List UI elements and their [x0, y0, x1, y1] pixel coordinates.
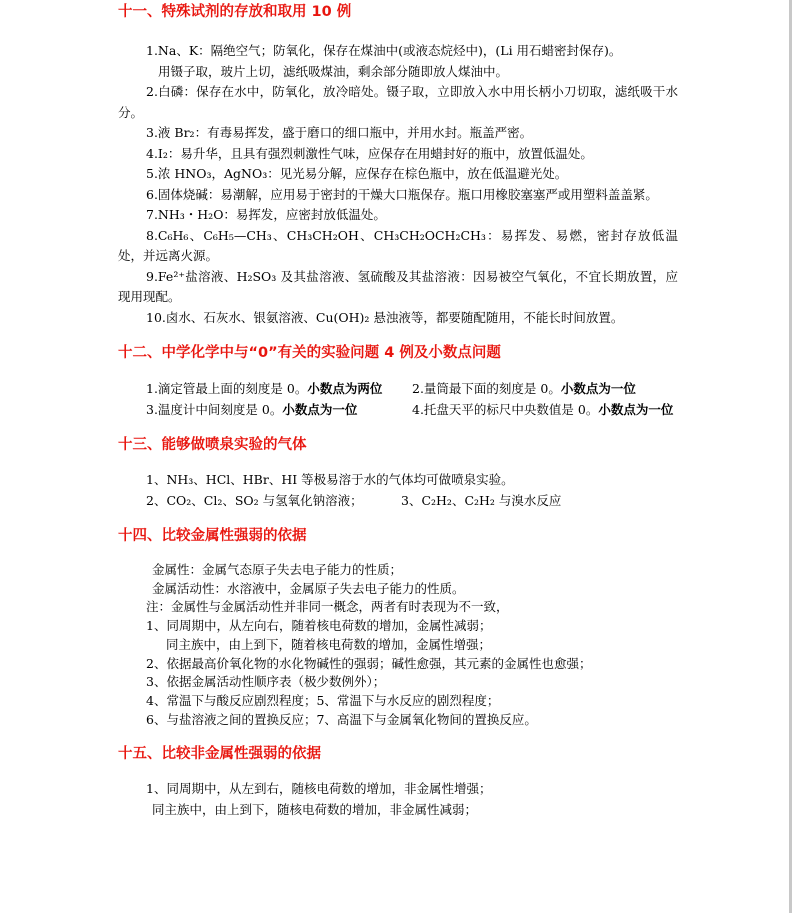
s12-item-2 — [412, 378, 678, 399]
section-13-heading: 十三、能够做喷泉实验的气体 — [118, 437, 307, 453]
s12-item-4-bold: 小数点为一位 — [598, 402, 674, 417]
s12-item-1-text: 1.滴定管最上面的刻度是 0。 — [146, 381, 308, 396]
s11-item-2: 2.白磷：保存在水中，防氧化，放冷暗处。镊子取，立即放入水中用长柄小刀切取，滤纸吸干水分。 — [118, 84, 678, 120]
section-12-heading: 十二、中学化学中与“0”有关的实验问题 4 例及小数点问题 — [118, 345, 501, 361]
s14-item-2: 金属活动性：水溶液中，金属原子失去电子能力的性质。 — [152, 580, 465, 596]
s12-item-4-text: 4.托盘天平的标尺中央数值是 0。 — [412, 402, 599, 417]
s12-item-1 — [118, 378, 412, 399]
s12-row-1 — [118, 378, 678, 399]
s11-item-7: 7.NH₃・H₂O：易挥发，应密封放低温处。 — [146, 207, 386, 222]
document-page — [118, 0, 678, 820]
s12-item-2-text: 2.量筒最下面的刻度是 0。 — [412, 381, 561, 396]
s11-item-5: 5.浓 HNO₃，AgNO₃：见光易分解，应保存在棕色瓶中，放在低温避光处。 — [146, 166, 568, 181]
s11-item-8: 8.C₆H₆、C₆H₅—CH₃、CH₃CH₂OH、CH₃CH₂OCH₂CH₃：易挥发、易燃，密封存放低温处，并远离火源。 — [118, 227, 678, 263]
s15-item-1: 1、同周期中，从左到右，随核电荷数的增加，非金属性增强； — [146, 781, 492, 797]
s13-row-2 — [118, 491, 678, 512]
s12-row-2 — [118, 399, 678, 420]
s11-item-4: 4.I₂：易升华，且具有强烈刺激性气味，应保存在用蜡封好的瓶中，放置低温处。 — [146, 145, 593, 161]
s14-item-8: 4、常温下与酸反应剧烈程度；5、常温下与水反应的剧烈程度； — [146, 692, 500, 708]
s14-item-9: 6、与盐溶液之间的置换反应；7、高温下与金属氧化物间的置换反应。 — [146, 711, 537, 727]
section-15-heading: 十五、比较非金属性强弱的依据 — [118, 746, 321, 763]
s15-item-2: 同主族中，由上到下，随核电荷数的增加，非金属性减弱； — [152, 801, 478, 817]
s11-item-1b: 用镊子取，玻片上切，滤纸吸煤油，剩余部分随即放人煤油中。 — [158, 63, 509, 79]
s12-item-2-bold: 小数点为一位 — [560, 381, 636, 396]
s14-item-5: 同主族中，由上到下，随着核电荷数的增加，金属性增强； — [166, 636, 492, 652]
s12-item-3 — [118, 399, 412, 420]
s11-item-6: 6.固体烧碱：易潮解，应用易于密封的干燥大口瓶保存。瓶口用橡胶塞塞严或用塑料盖盖紧。 — [146, 186, 658, 202]
s14-item-1: 金属性：金属气态原子失去电子能力的性质； — [152, 562, 403, 577]
s13-item-1: 1、NH₃、HCl、HBr、HI 等极易溶于水的气体均可做喷泉实验。 — [146, 472, 514, 487]
section-11-heading: 十一、特殊试剂的存放和取用 10 例 — [118, 4, 352, 20]
s11-item-10: 10.卤水、石灰水、银氨溶液、Cu(OH)₂ 悬浊液等，都要随配随用，不能长时间放置。 — [146, 309, 624, 325]
s12-item-3-text: 3.温度计中间刻度是 0。 — [146, 402, 283, 417]
s14-item-4: 1、同周期中，从左向右，随着核电荷数的增加，金属性减弱； — [146, 618, 492, 634]
s11-item-1: 1.Na、K：隔绝空气；防氧化，保存在煤油中(或液态烷烃中)，(Li 用石蜡密封保存)。 — [146, 43, 622, 58]
s14-list — [118, 561, 678, 729]
s14-item-6: 2、依据最高价氧化物的水化物碱性的强弱；碱性愈强，其元素的金属性也愈强； — [146, 655, 592, 671]
s12-item-3-bold: 小数点为一位 — [282, 402, 358, 417]
s14-item-7: 3、依据金属活动性顺序表（极少数例外）； — [146, 674, 386, 690]
s12-item-1-bold: 小数点为两位 — [307, 381, 383, 396]
s11-item-3: 3.液 Br₂：有毒易挥发，盛于磨口的细口瓶中，并用水封。瓶盖严密。 — [146, 125, 533, 140]
s13-item-3: 3、C₂H₂、C₂H₂ 与溴水反应 — [401, 492, 562, 508]
section-14-heading: 十四、比较金属性强弱的依据 — [118, 528, 307, 544]
s14-item-3: 注：金属性与金属活动性并非同一概念，两者有时表现为不一致， — [146, 599, 509, 615]
s12-item-4 — [412, 399, 678, 420]
s11-item-9: 9.Fe²⁺盐溶液、H₂SO₃ 及其盐溶液、氢硫酸及其盐溶液：因易被空气氧化，不宜长期放置，应现用现配。 — [118, 268, 678, 304]
s13-item-2: 2、CO₂、Cl₂、SO₂ 与氢氧化钠溶液； — [146, 492, 363, 508]
